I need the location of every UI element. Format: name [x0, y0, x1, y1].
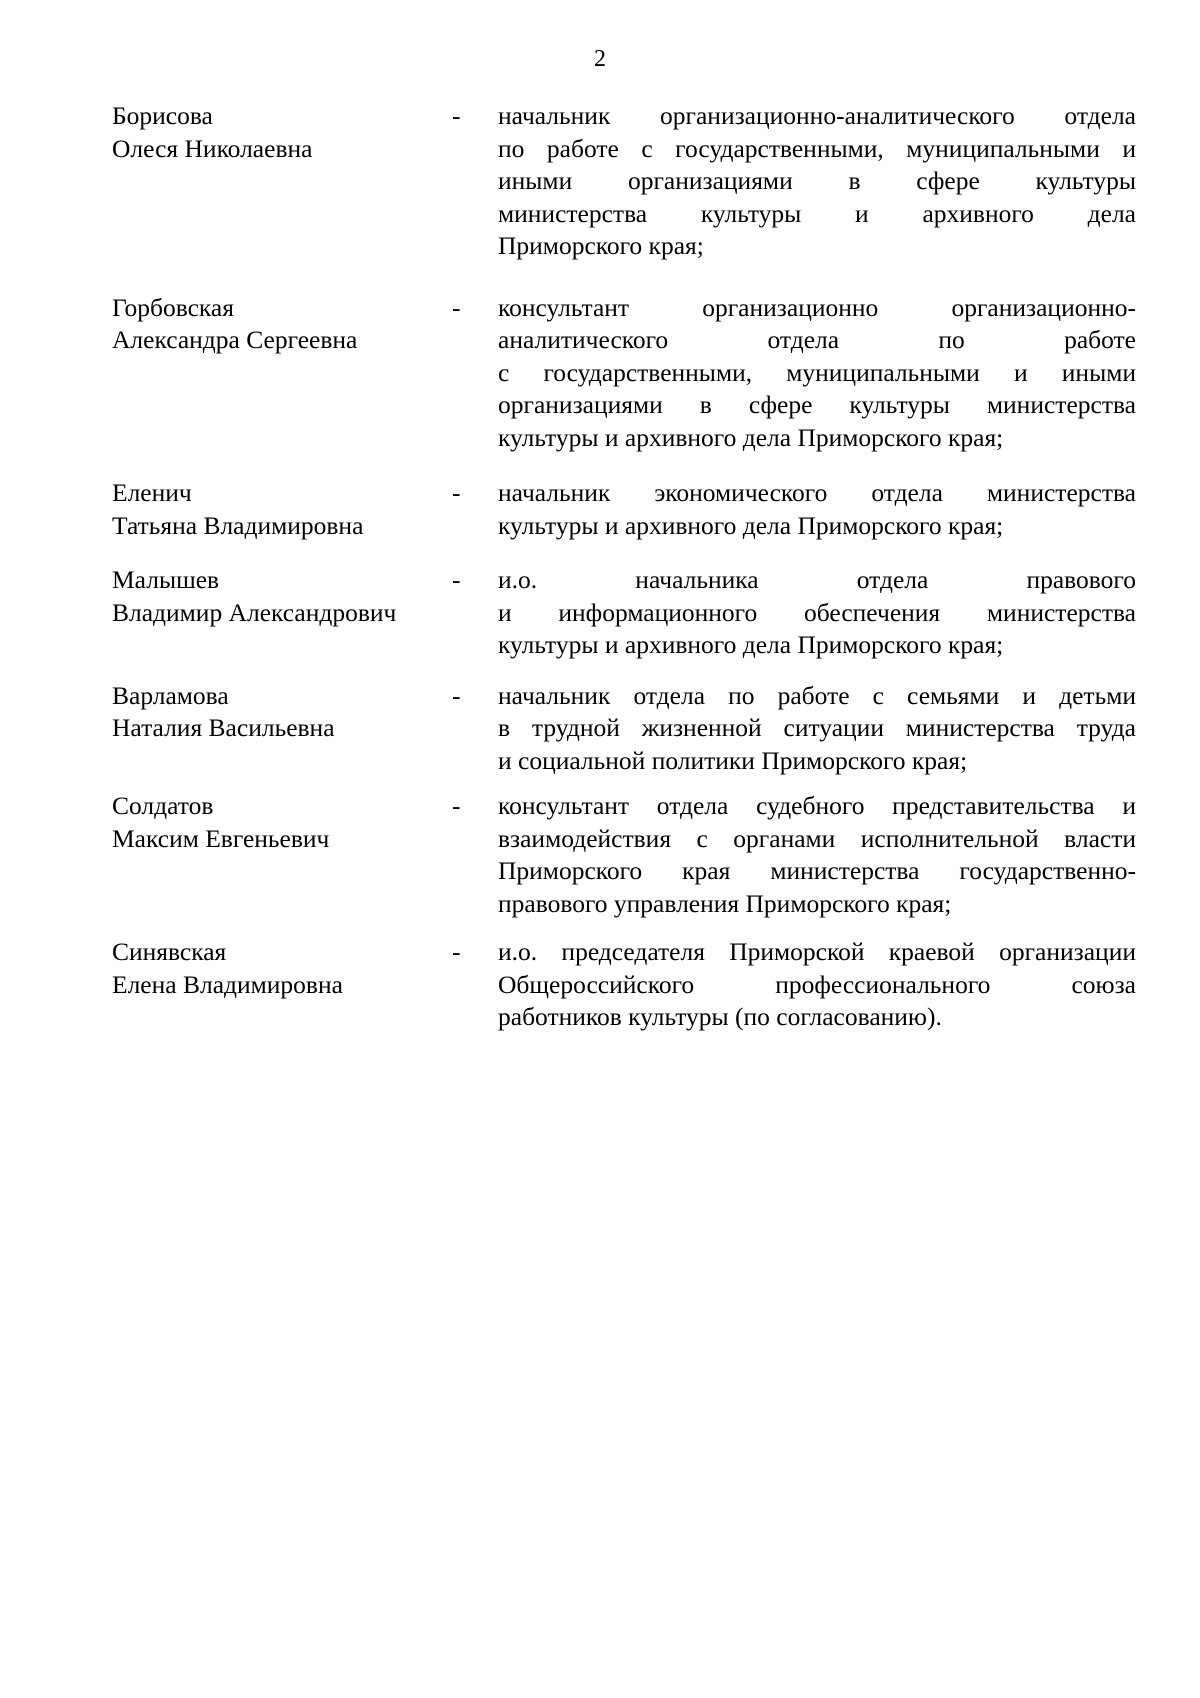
position-line: и информационного обеспечения министерства — [498, 597, 1136, 627]
separator-dash: - — [452, 937, 461, 966]
position-line: Приморского края; — [498, 231, 704, 260]
position-line: Общероссийского профессионального союза — [498, 969, 1136, 999]
member-position — [498, 936, 1136, 1034]
member-name — [112, 292, 450, 455]
separator-dash: - — [452, 101, 461, 130]
position-line: аналитического отдела по работе — [498, 325, 1136, 354]
separator-dash: - — [452, 292, 461, 322]
separator-dash: - — [452, 478, 461, 507]
member-position — [498, 100, 1136, 263]
position-line: министерства культуры и архивного дела — [498, 198, 1136, 228]
position-line: начальник организационно-аналитического отдела — [498, 101, 1136, 130]
position-line: консультант отдела судебного представительства и — [498, 791, 1136, 820]
position-line: культуры и архивного дела Приморского края; — [498, 510, 1004, 540]
member-surname: Солдатов — [112, 791, 214, 820]
separator-dash: - — [452, 791, 461, 820]
position-line: работников культуры (по согласованию). — [498, 1002, 942, 1031]
member-list — [112, 100, 1136, 1034]
member-entry-malyshev — [112, 564, 1136, 662]
member-name — [112, 790, 450, 920]
member-given-names: Максим Евгеньевич — [112, 823, 330, 853]
member-position — [498, 790, 1136, 920]
position-line: и социальной политики Приморского края; — [498, 745, 968, 775]
page-number: 2 — [594, 46, 606, 72]
member-name — [112, 100, 450, 263]
member-entry-gorbovskaya — [112, 292, 1136, 455]
member-name — [112, 936, 450, 1034]
position-line: начальник отдела по работе с семьями и детьми — [498, 680, 1136, 710]
member-given-names: Татьяна Владимировна — [112, 510, 364, 540]
member-position — [498, 292, 1136, 455]
member-given-names: Олеся Николаевна — [112, 133, 313, 163]
member-entry-elenich — [112, 477, 1136, 542]
separator-dash: - — [452, 565, 461, 594]
member-surname: Малышев — [112, 565, 220, 594]
member-surname: Синявская — [112, 937, 227, 966]
member-name — [112, 477, 450, 542]
position-line: и.о. начальника отдела правового — [498, 565, 1136, 594]
position-line: в трудной жизненной ситуации министерства труда — [498, 713, 1136, 742]
member-entry-borisova — [112, 100, 1136, 263]
member-given-names: Александра Сергеевна — [112, 325, 358, 354]
position-line: по работе с государственными, муниципальными и — [498, 133, 1136, 163]
member-position — [498, 564, 1136, 662]
separator-dash: - — [452, 680, 461, 710]
position-line: и.о. председателя Приморской краевой организации — [498, 937, 1136, 966]
member-surname: Горбовская — [112, 292, 234, 322]
position-line: начальник экономического отдела министерства — [498, 478, 1136, 507]
position-line: организациями в сфере культуры министерства — [498, 390, 1136, 419]
position-line: взаимодействия с органами исполнительной власти — [498, 823, 1136, 853]
member-given-names: Наталия Васильевна — [112, 713, 335, 742]
member-given-names: Елена Владимировна — [112, 969, 343, 999]
member-entry-varlamova — [112, 680, 1136, 778]
position-line: культуры и архивного дела Приморского края; — [498, 630, 1004, 659]
member-position — [498, 680, 1136, 778]
member-name — [112, 680, 450, 778]
member-entry-soldatov — [112, 790, 1136, 920]
position-line: культуры и архивного дела Приморского края; — [498, 422, 1004, 452]
member-surname: Варламова — [112, 680, 229, 710]
position-line: иными организациями в сфере культуры — [498, 166, 1136, 195]
member-position — [498, 477, 1136, 542]
member-given-names: Владимир Александрович — [112, 597, 397, 627]
member-surname: Борисова — [112, 101, 213, 130]
member-entry-sinyavskaya — [112, 936, 1136, 1034]
position-line: правового управления Приморского края; — [498, 888, 952, 918]
member-name — [112, 564, 450, 662]
position-line: с государственными, муниципальными и иными — [498, 357, 1136, 387]
position-line: Приморского края министерства государственно- — [498, 856, 1136, 885]
member-surname: Еленич — [112, 478, 192, 507]
position-line: консультант организационно организационно- — [498, 292, 1136, 322]
